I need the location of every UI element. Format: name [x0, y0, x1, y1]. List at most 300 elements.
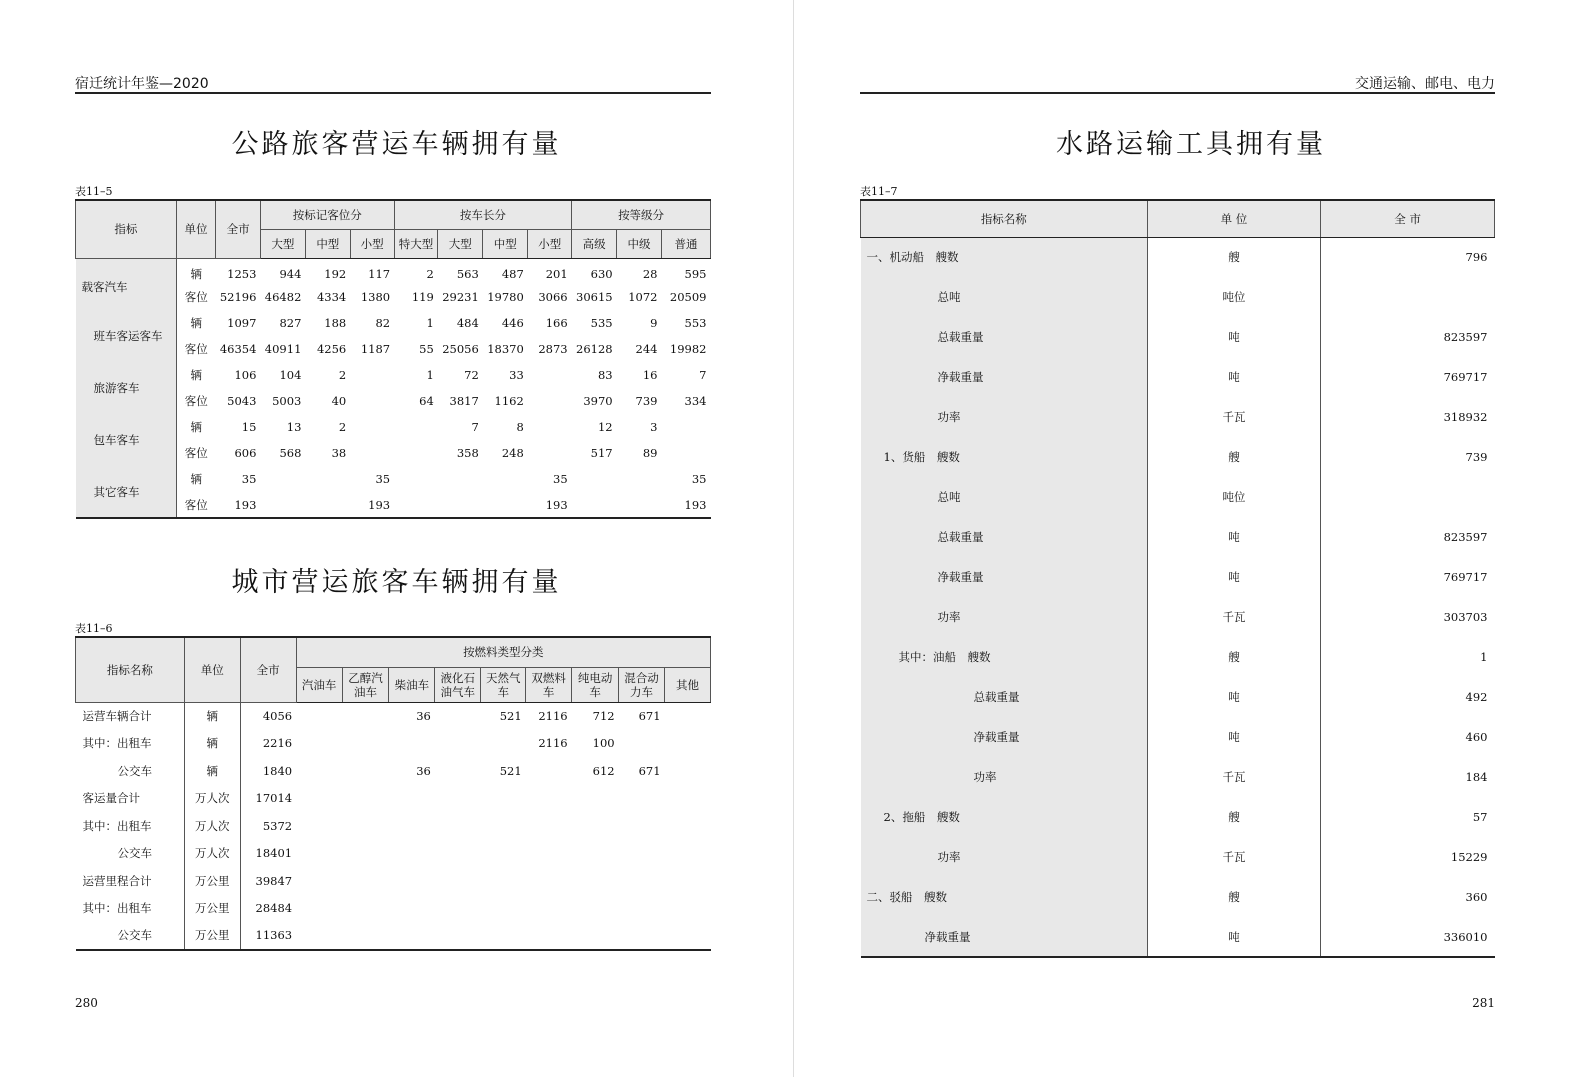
value-cell: 460	[1465, 730, 1488, 744]
header-unit: 单 位	[1147, 200, 1321, 237]
unit-cell: 辆	[190, 368, 202, 382]
header-city: 全 市	[1321, 200, 1495, 237]
value-cell	[342, 840, 389, 868]
value-cell: 30615	[576, 290, 613, 304]
value-cell	[342, 757, 389, 785]
table-row	[76, 812, 711, 840]
value-cell	[483, 492, 528, 518]
value-cell	[665, 757, 711, 785]
value-cell	[528, 440, 572, 466]
table-row	[76, 867, 711, 895]
value-cell	[619, 812, 665, 840]
value-cell: 7	[471, 420, 479, 434]
table-row	[861, 557, 1495, 597]
table-row	[861, 717, 1495, 757]
unit-cell: 万人次	[184, 840, 240, 868]
value-cell: 82	[375, 316, 391, 330]
row-label: 其中：出租车	[76, 730, 185, 758]
value-cell: 244	[635, 342, 658, 356]
value-cell	[296, 757, 342, 785]
row-label: 载客汽车	[76, 258, 177, 310]
table-title: 水路运输工具拥有量	[1056, 129, 1326, 160]
header-group-seat: 按标记客位分	[260, 200, 394, 229]
value-cell	[572, 895, 619, 923]
value-cell	[435, 730, 481, 758]
subheader-cell: 汽油车	[296, 667, 342, 702]
unit-cell: 吨	[1147, 917, 1321, 957]
subheader-cell: 天然气车	[481, 667, 526, 702]
value-cell: 46482	[264, 290, 302, 304]
header-city: 全市	[240, 637, 296, 702]
value-cell	[389, 840, 435, 868]
unit-cell: 千瓦	[1147, 837, 1321, 877]
header-group-fuel: 按燃料类型分类	[296, 637, 710, 667]
value-cell	[483, 466, 528, 492]
value-cell	[438, 492, 483, 518]
unit-cell: 吨	[1147, 357, 1321, 397]
value-cell: 4334	[316, 290, 347, 304]
value-cell	[572, 840, 619, 868]
value-cell	[389, 922, 435, 950]
value-cell	[296, 840, 342, 868]
value-cell: 595	[684, 267, 707, 282]
value-cell	[389, 812, 435, 840]
value-cell	[389, 895, 435, 923]
value-cell: 358	[456, 446, 479, 460]
subheader-cell: 液化石油气车	[435, 667, 481, 702]
value-cell: 104	[279, 368, 302, 382]
value-cell	[435, 785, 481, 813]
table-row	[861, 237, 1495, 277]
value-cell	[665, 867, 711, 895]
value-cell: 1	[426, 316, 434, 330]
subheader-cell: 其他	[665, 667, 711, 702]
running-header: 宿迁统计年鉴—2020	[75, 76, 209, 92]
value-cell: 606	[234, 446, 257, 460]
subheader-cell: 乙醇汽油车	[342, 667, 389, 702]
table-row	[76, 840, 711, 868]
value-cell: 18401	[255, 846, 293, 861]
header-rule	[75, 92, 711, 94]
table-row	[861, 477, 1495, 517]
table-row	[76, 895, 711, 923]
table-row	[861, 357, 1495, 397]
value-cell	[665, 922, 711, 950]
unit-cell: 吨	[1147, 557, 1321, 597]
unit-cell: 吨	[1147, 717, 1321, 757]
value-cell	[389, 785, 435, 813]
row-label: 班车客运客车	[76, 310, 177, 362]
value-cell	[394, 440, 438, 466]
left-page	[0, 0, 793, 1077]
value-cell: 2	[338, 420, 347, 434]
unit-cell: 吨位	[1147, 477, 1321, 517]
value-cell: 1072	[628, 290, 658, 304]
value-cell	[342, 895, 389, 923]
row-label: 净载重量	[861, 357, 1148, 397]
value-cell: 20509	[669, 290, 707, 304]
value-cell: 35	[691, 472, 707, 486]
value-cell	[619, 867, 665, 895]
value-cell	[572, 867, 619, 895]
table-number: 表11–6	[75, 622, 113, 635]
unit-cell: 辆	[190, 420, 202, 434]
value-cell	[619, 895, 665, 923]
value-cell: 5372	[262, 818, 293, 833]
value-cell	[296, 730, 342, 758]
value-cell	[526, 867, 572, 895]
value-cell	[389, 730, 435, 758]
value-cell: 739	[635, 394, 658, 408]
value-cell	[350, 440, 394, 466]
unit-cell: 吨	[1147, 317, 1321, 357]
value-cell	[260, 466, 305, 492]
value-cell: 2116	[538, 736, 568, 751]
unit-cell: 千瓦	[1147, 397, 1321, 437]
value-cell: 13	[286, 420, 302, 434]
row-label: 公交车	[76, 757, 185, 785]
unit-cell: 客位	[184, 446, 208, 460]
page-number: 281	[1472, 996, 1495, 1010]
value-cell: 40	[331, 394, 347, 408]
unit-cell: 万公里	[184, 867, 240, 895]
value-cell: 3	[650, 420, 658, 434]
value-cell	[661, 414, 710, 440]
value-cell	[665, 785, 711, 813]
table-row	[76, 785, 711, 813]
row-label: 总吨	[861, 277, 1148, 317]
value-cell: 28484	[255, 901, 293, 916]
value-cell	[481, 812, 526, 840]
table-row	[76, 466, 711, 492]
value-cell: 1187	[360, 342, 391, 356]
value-cell: 823597	[1443, 530, 1488, 544]
value-cell: 3817	[449, 394, 479, 408]
value-cell: 1097	[227, 316, 257, 330]
value-cell	[528, 388, 572, 414]
value-cell	[342, 867, 389, 895]
value-cell	[619, 785, 665, 813]
unit-cell: 辆	[184, 730, 240, 758]
unit-cell: 辆	[190, 267, 202, 282]
value-cell: 7	[699, 368, 707, 382]
value-cell	[435, 867, 481, 895]
value-cell: 334	[684, 394, 707, 408]
value-cell: 2116	[538, 709, 568, 723]
value-cell	[350, 414, 394, 440]
row-label: 运营车辆合计	[76, 702, 185, 730]
unit-cell: 客位	[184, 497, 208, 512]
value-cell: 38	[331, 446, 347, 460]
value-cell: 5043	[227, 394, 257, 408]
value-cell: 25056	[442, 342, 479, 356]
value-cell: 11363	[255, 928, 293, 943]
value-cell: 671	[638, 709, 661, 723]
value-cell: 827	[279, 316, 302, 330]
row-label: 功率	[861, 397, 1148, 437]
table-row	[861, 317, 1495, 357]
value-cell	[296, 812, 342, 840]
value-cell: 248	[501, 446, 524, 460]
header-group-length: 按车长分	[394, 200, 572, 229]
value-cell	[296, 785, 342, 813]
subheader-cell: 小型	[528, 229, 572, 258]
value-cell: 19780	[487, 290, 524, 304]
value-cell: 303703	[1443, 610, 1488, 624]
unit-cell: 吨	[1147, 677, 1321, 717]
value-cell: 944	[279, 267, 302, 282]
value-cell: 360	[1465, 890, 1488, 904]
value-cell: 4256	[316, 342, 347, 356]
subheader-cell: 中级	[617, 229, 662, 258]
value-cell: 739	[1465, 450, 1488, 464]
unit-cell: 艘	[1147, 637, 1321, 677]
value-cell	[619, 840, 665, 868]
value-cell: 184	[1465, 770, 1488, 784]
value-cell: 336010	[1443, 929, 1488, 944]
value-cell: 568	[279, 446, 302, 460]
value-cell	[296, 702, 342, 730]
value-cell	[572, 492, 617, 518]
header-unit: 单位	[176, 200, 216, 258]
running-header: 交通运输、邮电、电力	[1355, 76, 1495, 92]
table-row	[76, 730, 711, 758]
value-cell: 553	[684, 316, 707, 330]
table-title: 公路旅客营运车辆拥有量	[231, 129, 562, 160]
value-cell: 1162	[494, 394, 524, 408]
row-label: 净载重量	[861, 717, 1148, 757]
value-cell	[526, 785, 572, 813]
row-label: 其它客车	[76, 466, 177, 518]
value-cell: 46354	[219, 342, 257, 356]
value-cell: 12	[597, 420, 613, 434]
row-label: 净载重量	[861, 917, 1148, 957]
table-row	[76, 702, 711, 730]
row-label: 其中：出租车	[76, 895, 185, 923]
unit-cell: 万公里	[184, 895, 240, 923]
value-cell: 100	[592, 736, 615, 751]
unit-cell: 辆	[184, 702, 240, 730]
value-cell: 3066	[538, 290, 568, 304]
value-cell: 192	[324, 267, 347, 282]
value-cell: 29231	[442, 290, 479, 304]
unit-cell: 吨位	[1147, 277, 1321, 317]
value-cell	[342, 702, 389, 730]
value-cell: 193	[684, 497, 707, 512]
value-cell: 796	[1465, 250, 1488, 265]
table-row	[861, 597, 1495, 637]
header-group-grade: 按等级分	[572, 200, 711, 229]
value-cell	[342, 730, 389, 758]
value-cell	[665, 812, 711, 840]
value-cell	[528, 414, 572, 440]
table-title: 城市营运旅客车辆拥有量	[231, 567, 562, 598]
value-cell: 193	[545, 497, 568, 512]
unit-cell: 万人次	[184, 812, 240, 840]
value-cell	[394, 466, 438, 492]
value-cell	[481, 922, 526, 950]
row-label: 净载重量	[861, 557, 1148, 597]
page-number: 280	[75, 996, 98, 1010]
value-cell: 55	[419, 342, 434, 356]
value-cell: 39847	[255, 873, 293, 888]
value-cell: 188	[324, 316, 347, 330]
water-transport-table	[860, 199, 1495, 958]
unit-cell: 吨	[1147, 517, 1321, 557]
value-cell: 712	[592, 709, 615, 723]
value-cell	[435, 840, 481, 868]
value-cell	[526, 812, 572, 840]
row-label: 功率	[861, 597, 1148, 637]
table-row	[861, 637, 1495, 677]
table-row	[861, 797, 1495, 837]
value-cell	[296, 895, 342, 923]
value-cell	[435, 895, 481, 923]
value-cell	[1321, 477, 1495, 517]
value-cell	[526, 895, 572, 923]
value-cell: 117	[368, 267, 391, 282]
row-label: 1、货船 艘数	[861, 437, 1148, 477]
unit-cell: 辆	[184, 757, 240, 785]
value-cell: 33	[509, 368, 524, 382]
value-cell: 2216	[262, 736, 293, 751]
value-cell	[296, 867, 342, 895]
value-cell: 193	[368, 497, 391, 512]
row-label: 功率	[861, 757, 1148, 797]
table-row	[76, 922, 711, 950]
subheader-cell: 大型	[438, 229, 483, 258]
header-city: 全市	[216, 200, 261, 258]
value-cell	[572, 812, 619, 840]
value-cell	[572, 466, 617, 492]
value-cell: 1253	[227, 267, 257, 282]
value-cell	[389, 867, 435, 895]
value-cell	[342, 812, 389, 840]
value-cell: 535	[590, 316, 613, 330]
value-cell	[572, 785, 619, 813]
subheader-cell: 普通	[661, 229, 710, 258]
value-cell: 166	[545, 316, 568, 330]
value-cell: 15	[241, 420, 257, 434]
value-cell	[305, 466, 350, 492]
value-cell: 769717	[1443, 570, 1488, 584]
value-cell: 484	[456, 316, 479, 330]
subheader-cell: 大型	[260, 229, 305, 258]
row-label: 客运量合计	[76, 785, 185, 813]
unit-cell: 辆	[190, 316, 202, 330]
subheader-cell: 中型	[483, 229, 528, 258]
value-cell	[350, 362, 394, 388]
unit-cell: 艘	[1147, 877, 1321, 917]
table-row	[861, 837, 1495, 877]
row-label: 功率	[861, 837, 1148, 877]
value-cell: 36	[416, 763, 431, 778]
value-cell	[526, 757, 572, 785]
row-label: 其中：出租车	[76, 812, 185, 840]
value-cell: 2	[426, 267, 434, 282]
value-cell	[296, 922, 342, 950]
row-label: 公交车	[76, 840, 185, 868]
value-cell	[665, 895, 711, 923]
table-row	[861, 517, 1495, 557]
value-cell: 35	[553, 472, 568, 486]
row-label: 一、机动船 艘数	[861, 237, 1148, 277]
row-label: 2、拖船 艘数	[861, 797, 1148, 837]
value-cell: 3970	[583, 394, 613, 408]
subheader-cell: 中型	[305, 229, 350, 258]
value-cell: 521	[499, 763, 522, 778]
value-cell	[394, 492, 438, 518]
row-label: 总载重量	[861, 317, 1148, 357]
value-cell	[435, 757, 481, 785]
passenger-vehicle-table	[75, 199, 711, 519]
value-cell	[481, 785, 526, 813]
subheader-cell: 纯电动车	[572, 667, 619, 702]
table-row	[76, 414, 711, 440]
value-cell: 563	[456, 267, 479, 282]
value-cell	[572, 922, 619, 950]
value-cell: 193	[234, 497, 257, 512]
value-cell: 8	[516, 420, 524, 434]
unit-cell: 艘	[1147, 237, 1321, 277]
row-label: 运营里程合计	[76, 867, 185, 895]
value-cell	[617, 466, 662, 492]
value-cell: 517	[590, 446, 613, 460]
value-cell: 119	[411, 290, 434, 304]
value-cell	[526, 922, 572, 950]
row-label: 旅游客车	[76, 362, 177, 414]
subheader-cell: 柴油车	[389, 667, 435, 702]
table-row	[76, 757, 711, 785]
table-row	[861, 917, 1495, 957]
value-cell: 1	[1480, 650, 1488, 664]
unit-cell: 辆	[190, 472, 202, 486]
value-cell: 446	[501, 316, 524, 330]
header-unit: 单位	[184, 637, 240, 702]
value-cell: 89	[642, 446, 658, 460]
value-cell: 64	[419, 394, 434, 408]
subheader-cell: 双燃料车	[526, 667, 572, 702]
value-cell: 612	[592, 763, 615, 778]
table-row	[76, 362, 711, 388]
table-row	[861, 437, 1495, 477]
value-cell	[481, 867, 526, 895]
value-cell	[435, 812, 481, 840]
value-cell: 35	[375, 472, 391, 486]
value-cell: 9	[650, 316, 658, 330]
value-cell	[528, 362, 572, 388]
value-cell: 521	[499, 709, 522, 723]
value-cell: 36	[416, 709, 431, 723]
value-cell: 2873	[538, 342, 568, 356]
header-indicator: 指标名称	[861, 200, 1148, 237]
value-cell: 28	[642, 267, 658, 282]
table-row	[861, 877, 1495, 917]
value-cell: 5003	[272, 394, 302, 408]
value-cell: 17014	[255, 791, 293, 806]
row-label: 总载重量	[861, 677, 1148, 717]
value-cell: 630	[590, 267, 613, 282]
value-cell: 487	[501, 267, 524, 282]
value-cell	[526, 840, 572, 868]
value-cell: 1	[426, 368, 434, 382]
table-row	[861, 277, 1495, 317]
row-label: 包车客车	[76, 414, 177, 466]
unit-cell: 艘	[1147, 437, 1321, 477]
value-cell: 40911	[264, 342, 302, 356]
unit-cell: 客位	[184, 290, 208, 304]
row-label: 公交车	[76, 922, 185, 950]
